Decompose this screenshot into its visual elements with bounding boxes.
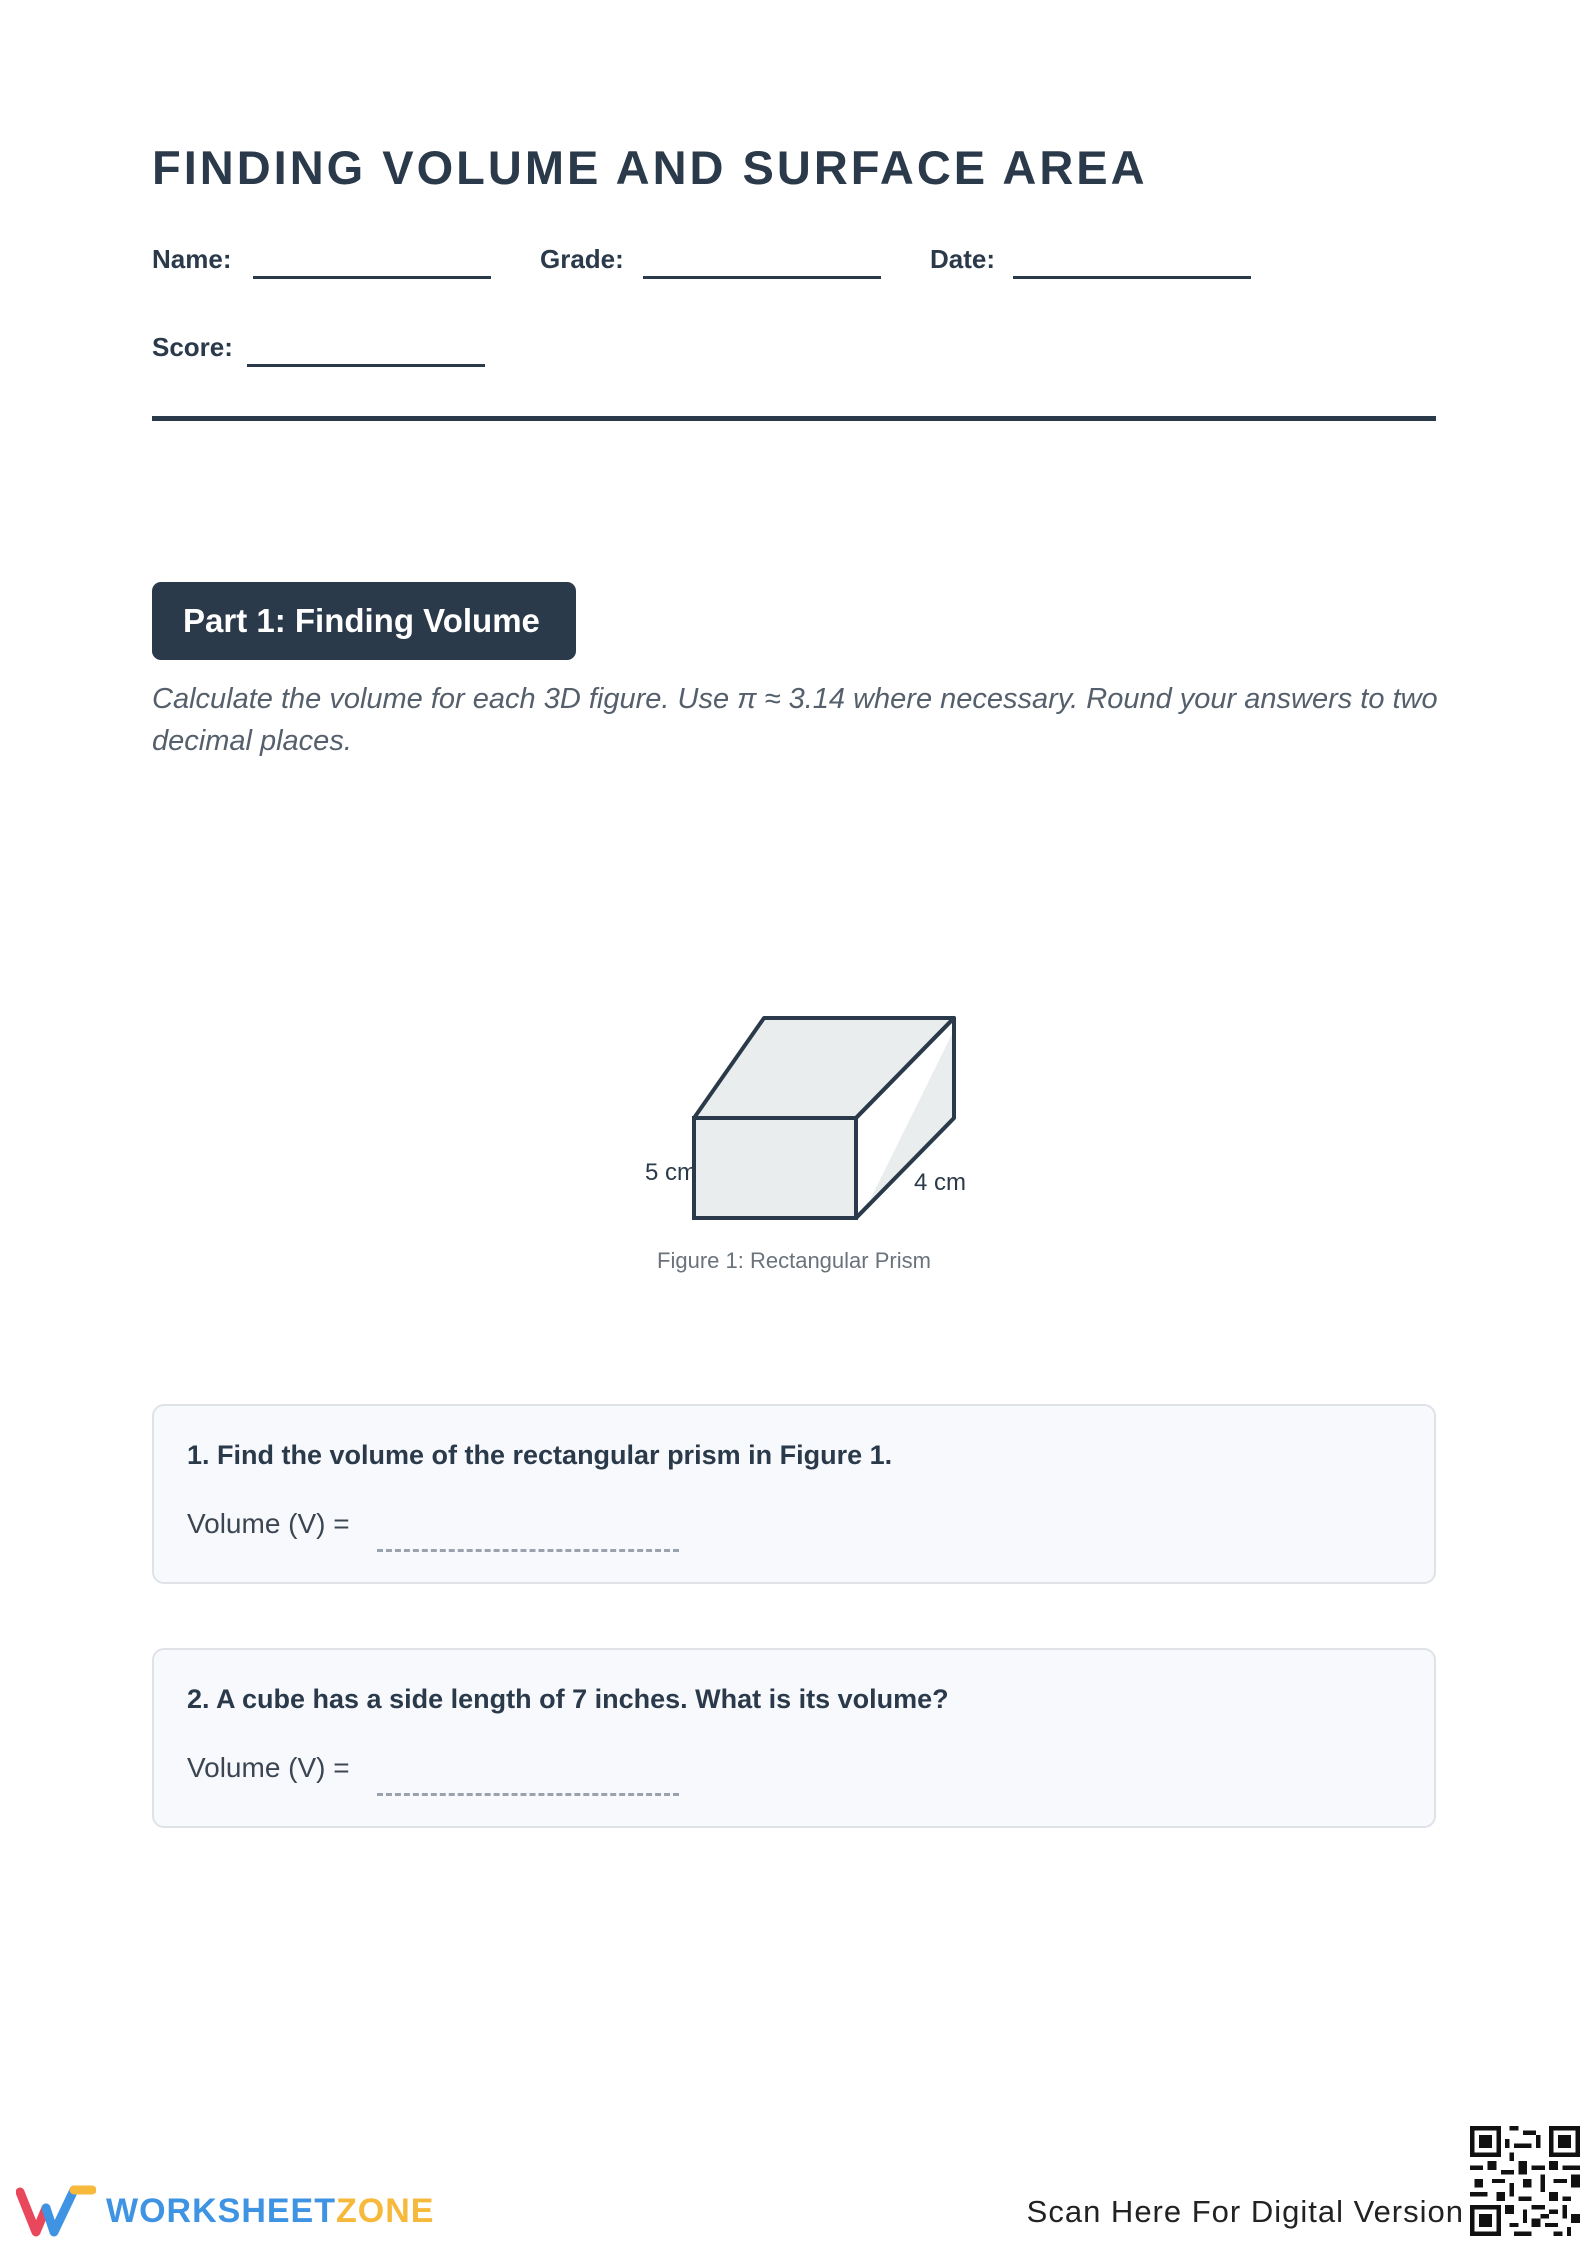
qr-code-icon[interactable] (1470, 2126, 1580, 2236)
answer-blank[interactable] (377, 1793, 679, 1796)
score-field (152, 332, 233, 363)
question-text: 1. Find the volume of the rectangular prism in Figure 1. (187, 1440, 893, 1470)
prism-front-face (694, 1118, 856, 1218)
grade-answer-line[interactable] (643, 276, 881, 279)
name-field (152, 244, 231, 275)
question-card (152, 1648, 1436, 1828)
question-text: 2. A cube has a side length of 7 inches. What is its volume? (187, 1684, 949, 1714)
date-field (930, 244, 995, 275)
brand-name-part1: WORKSHEET (106, 2192, 336, 2230)
height-label: 5 cm (645, 1159, 698, 1186)
brand-name-part2: ZONE (336, 2192, 435, 2230)
scan-text: Scan Here For Digital Version (1026, 2194, 1464, 2229)
date-label: Date: (930, 244, 996, 274)
worksheetzone-logo-icon (16, 2184, 96, 2238)
date-answer-line[interactable] (1013, 276, 1251, 279)
answer-label: Volume (V) = (187, 1752, 350, 1783)
answer-blank[interactable] (377, 1549, 679, 1552)
brand-name (106, 2192, 434, 2231)
worksheet-title: FINDING VOLUME AND SURFACE AREA (152, 141, 1148, 194)
score-answer-line[interactable] (247, 364, 485, 367)
name-answer-line[interactable] (253, 276, 491, 279)
part1-heading: Part 1: Finding Volume (152, 582, 576, 660)
figure-caption: Figure 1: Rectangular Prism (657, 1248, 931, 1273)
grade-field (540, 244, 624, 275)
grade-label: Grade: (540, 244, 624, 274)
rectangular-prism-figure (630, 1000, 990, 1240)
question-card (152, 1404, 1436, 1584)
depth-label: 4 cm (914, 1169, 967, 1196)
header-divider (152, 416, 1436, 421)
score-label: Score: (152, 332, 233, 362)
name-label: Name: (152, 244, 232, 274)
answer-label: Volume (V) = (187, 1508, 350, 1539)
part1-instructions: Calculate the volume for each 3D figure. Use π ≈ 3.14 where necessary. Round your answers to two decimal places. (152, 683, 1438, 757)
